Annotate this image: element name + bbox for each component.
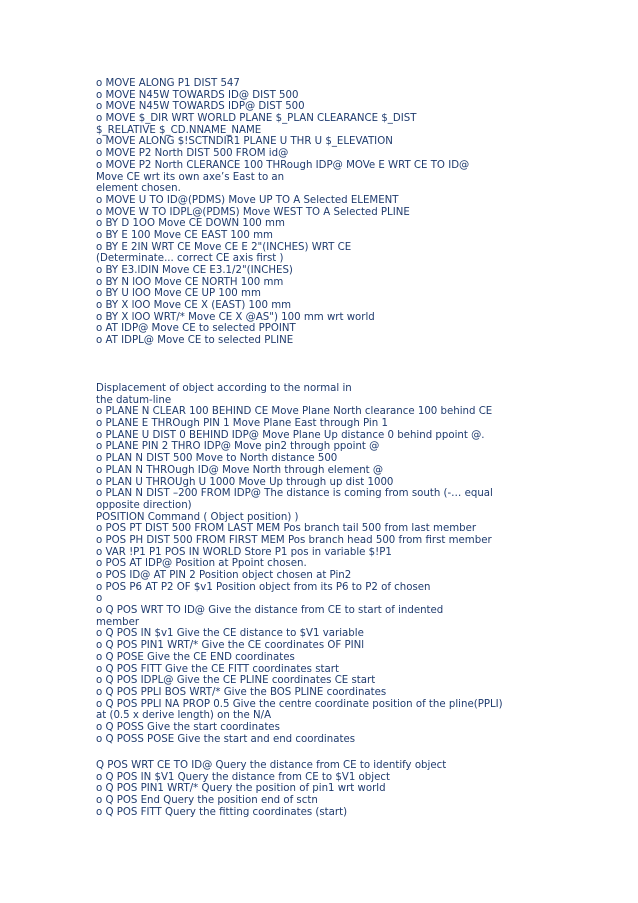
text-line: o Q POS WRT TO ID@ Give the distance from CE to start of indented [96,605,444,617]
text-line: o Q POS FITT Query the fitting coordinates (start) [96,806,348,818]
text-line: o POS PT DIST 500 FROM LAST MEM Pos branch tail 500 from last member [96,523,477,535]
text-line: Q POS WRT CE TO ID@ Query the distance from CE to identify object [96,760,447,771]
text-line: o BY E 100 Move CE EAST 100 mm [96,229,273,241]
text-line: o AT IDPL@ Move CE to selected PLINE [96,335,294,347]
text-line: o POS AT IDP@ Position at Ppoint chosen. [96,558,307,570]
text-line: o Q POS PIN1 WRT/* Give the CE coordinates OF PINl [96,640,365,652]
text-line: Move CE wrt its own axe’s East to an [96,171,285,183]
text-line: o MOVE $_DIR WRT WORLD PLANE $_PLAN CLEARANCE $_DIST [96,113,417,125]
text-line: o MOVE W TO IDPL@(PDMS) Move WEST TO A Selected PLINE [96,206,410,218]
text-line: opposite direction) [96,499,192,511]
text-line: o BY X lOO Move CE X (EAST) 100 mm [96,300,292,312]
text-line: o MOVE ALONG $!SCTNDIR1 PLANE U THR U $_ELEVATION [96,136,393,148]
text-line: o BY X lOO WRT/* Move CE X @AS") 100 mm wrt world [96,311,375,323]
text-line: o MOVE N45W TOWARDS ID@ DIST 500 [96,89,299,101]
text-line: o BY E 2IN WRT CE Move CE E 2"(INCHES) WRT CE [96,241,352,253]
query-section [96,760,596,818]
text-line: o MOVE ALONG P1 DIST 547 [96,78,240,89]
text-line: POSITION Command ( Object position) ) [96,511,299,523]
text-line: o PLANE PIN 2 THRO IDP@ Move pin2 through ppoint @ [96,441,380,453]
text-line: o VAR !P1 P1 POS IN WORLD Store P1 pos in variable $!P1 [96,546,392,558]
plane-position-section [96,383,596,745]
text-line: o Q POS PIN1 WRT/* Query the position of pin1 wrt world [96,783,386,795]
text-line: element chosen. [96,183,181,195]
text-line: o PLANE E THROugh PIN 1 Move Plane East through Pin 1 [96,418,388,430]
text-line: o PLANE N CLEAR 100 BEHIND CE Move Plane North clearance 100 behind CE [96,406,493,418]
text-line: o Q POSE Give the CE END coordinates [96,651,295,663]
text-line: (Determinate... correct CE axis first ) [96,253,284,265]
text-line: o Q POS IN $V1 Query the distance from CE to $V1 object [96,771,390,783]
text-line: $_RELATIVE $_CD.NNAME_NAME [96,124,262,136]
move-commands-section [96,78,596,347]
text-line: o Q POSS POSE Give the start and end coordinates [96,733,356,745]
text-line: o POS PH DIST 500 FROM FIRST MEM Pos branch head 500 from first member [96,534,492,546]
text-line: o AT IDP@ Move CE to selected PPOINT [96,323,296,335]
text-line: o PLAN N DIST 500 Move to North distance 500 [96,453,338,465]
text-line: o Q POS IN $v1 Give the CE distance to $V1 variable [96,628,364,640]
text-line: o POS ID@ AT PIN 2 Position object chosen at Pin2 [96,570,352,581]
text-line: the datum-line [96,394,172,406]
text-line: o BY E3.lDIN Move CE E3.1/2"(INCHES) [96,265,293,276]
text-line: o MOVE N45W TOWARDS IDP@ DIST 500 [96,101,305,113]
text-line: o Q POSS Give the start coordinates [96,721,280,733]
text-line: o MOVE U TO ID@(PDMS) Move UP TO A Selected ELEMENT [96,194,399,206]
text-line: at (0.5 x derive length) on the N/A [96,710,272,722]
text-line: o [96,593,103,605]
text-line: o Q POS End Query the position end of sctn [96,795,318,807]
text-line: o Q POS PPLI NA PROP 0.5 Give the centre coordinate position of the pline(PPLI) [96,698,503,710]
text-line: o PLAN N THROugh ID@ Move North through element @ [96,464,384,476]
text-line: o MOVE P2 North CLERANCE 100 THRough IDP@ MOVe E WRT CE TO ID@ [96,159,470,171]
text-line: Displacement of object according to the normal in [96,383,352,394]
text-line: o Q POS IDPL@ Give the CE PLINE coordinates CE start [96,675,376,687]
text-line: o BY D 1OO Move CE DOWN 100 mm [96,218,285,230]
text-line: o BY N lOO Move CE NORTH 100 mm [96,276,284,288]
text-line: o Q POS FITT Give the CE FITT coordinates start [96,663,339,675]
text-line: o POS P6 AT P2 OF $v1 Position object from its P6 to P2 of chosen [96,581,431,593]
text-line: o BY U lOO Move CE UP 100 mm [96,288,261,300]
text-line: o MOVE P2 North DIST 500 FROM id@ [96,148,289,160]
text-line: o PLANE U DIST 0 BEHIND IDP@ Move Plane Up distance 0 behind ppoint @. [96,429,485,441]
text-line: o PLAN U THROUgh U 1000 Move Up through up dist 1000 [96,476,394,488]
text-line: o Q POS PPLI BOS WRT/* Give the BOS PLINE coordinates [96,686,387,698]
text-line: o PLAN N DIST –200 FROM IDP@ The distance is coming from south (-… equal [96,488,493,500]
text-line: member [96,616,140,628]
